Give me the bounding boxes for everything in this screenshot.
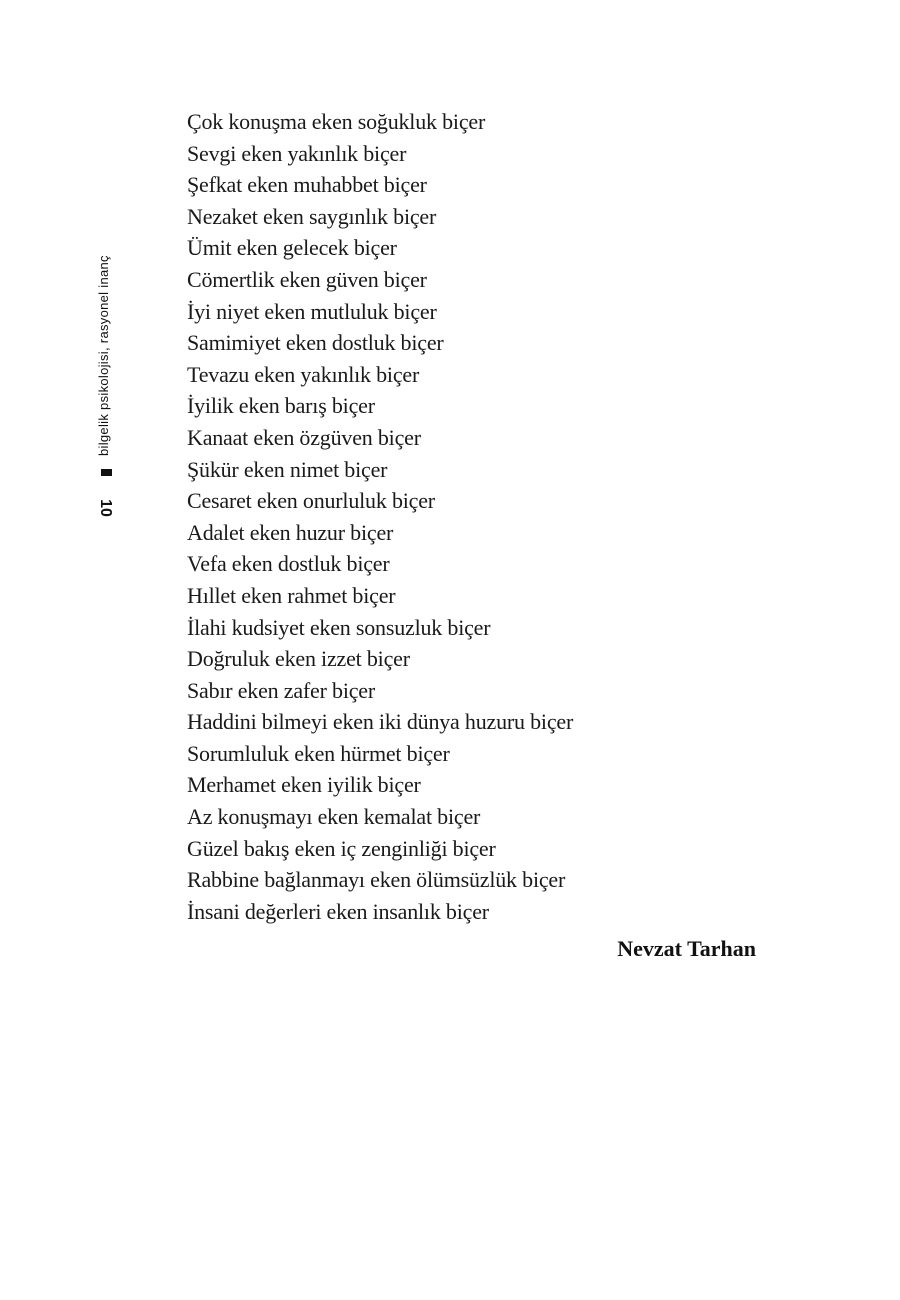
running-head-bar <box>101 469 112 476</box>
poem-line: Cömertlik eken güven biçer <box>187 266 427 292</box>
poem-line: Cesaret eken onurluluk biçer <box>187 488 435 514</box>
poem-line: Nezaket eken saygınlık biçer <box>187 203 437 229</box>
poem-line: Tevazu eken yakınlık biçer <box>187 361 420 387</box>
poem-line: Güzel bakış eken iç zenginliği biçer <box>187 835 496 861</box>
poem-line: Sevgi eken yakınlık biçer <box>187 140 407 166</box>
poem-line: Doğruluk eken izzet biçer <box>187 646 410 672</box>
poem-line: Şükür eken nimet biçer <box>187 456 388 482</box>
poem-line: Az konuşmayı eken kemalat biçer <box>187 804 481 830</box>
poem-line: İyilik eken barış biçer <box>187 393 375 419</box>
poem-line: Samimiyet eken dostluk biçer <box>187 330 444 356</box>
poem-line: Vefa eken dostluk biçer <box>187 551 390 577</box>
running-head-title: bilgelik psikolojisi, rasyonel inanç <box>96 255 111 456</box>
poem <box>187 106 573 927</box>
poem-line: Hıllet eken rahmet biçer <box>187 582 396 608</box>
poem-line: Kanaat eken özgüven biçer <box>187 424 421 450</box>
poem-line: İyi niyet eken mutluluk biçer <box>187 298 437 324</box>
poem-line: Ümit eken gelecek biçer <box>187 235 397 261</box>
poem-line: Rabbine bağlanmayı eken ölümsüzlük biçer <box>187 867 566 893</box>
poem-line: Merhamet eken iyilik biçer <box>187 772 421 798</box>
poem-line: Şefkat eken muhabbet biçer <box>187 172 427 198</box>
poem-line: Adalet eken huzur biçer <box>187 519 394 545</box>
poem-line: Sorumluluk eken hürmet biçer <box>187 740 450 766</box>
page-number: 10 <box>97 499 114 517</box>
author-signature: Nevzat Tarhan <box>617 936 756 961</box>
poem-line: İlahi kudsiyet eken sonsuzluk biçer <box>187 614 491 640</box>
running-head <box>91 232 121 532</box>
poem-line: İnsani değerleri eken insanlık biçer <box>187 898 489 924</box>
poem-line: Çok konuşma eken soğukluk biçer <box>187 109 486 134</box>
poem-line: Sabır eken zafer biçer <box>187 677 375 703</box>
poem-line: Haddini bilmeyi eken iki dünya huzuru biçer <box>187 709 574 735</box>
